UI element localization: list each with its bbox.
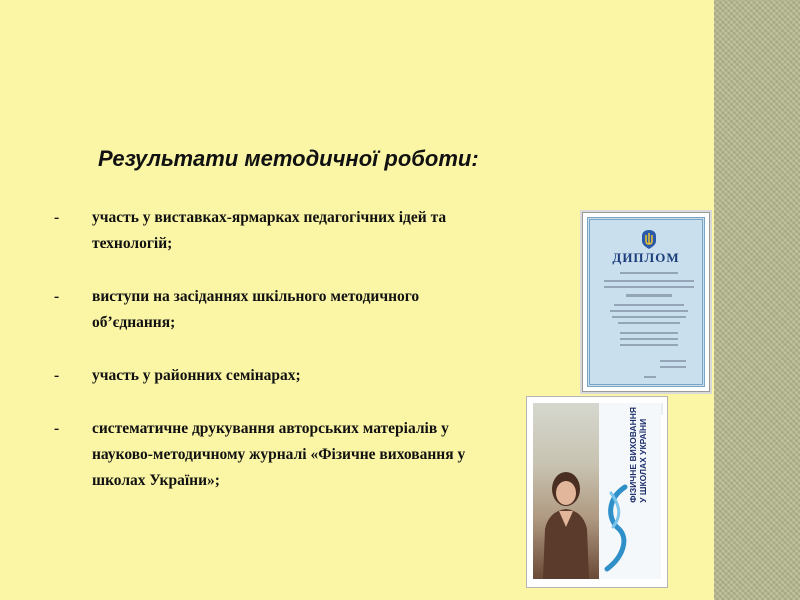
bullet-dash: - (54, 420, 60, 437)
diploma-text-line (610, 310, 688, 312)
journal-title (628, 407, 648, 503)
diploma-text-line (620, 338, 678, 340)
bullet-item (54, 284, 504, 336)
journal-photo (533, 403, 599, 579)
diploma-text-line (618, 322, 680, 324)
bullet-text: участь у виставках-ярмарках педагогічних ідей та технологій; (92, 209, 447, 252)
bullet-item (54, 363, 504, 389)
diploma-text-line (644, 376, 656, 378)
journal-logo-flourish (601, 483, 631, 573)
bullet-list (54, 205, 504, 521)
diploma-heading: ДИПЛОМ (612, 250, 680, 265)
diploma-text-line (604, 280, 694, 282)
journal-title-line: ФІЗИЧНЕ ВИХОВАННЯ (628, 407, 638, 503)
bullet-item (54, 205, 504, 257)
trident-emblem-icon (638, 228, 660, 250)
journal-title-panel (599, 403, 661, 579)
diploma-text-line (620, 272, 678, 274)
bullet-text: участь у районних семінарах; (92, 367, 301, 384)
diploma-text-line (626, 294, 672, 297)
diploma-image (582, 212, 710, 392)
bullet-dash: - (54, 367, 60, 384)
journal-title-line: У ШКОЛАХ УКРАЇНИ (638, 418, 648, 503)
bullet-dash: - (54, 209, 60, 226)
bullet-text: виступи на засіданнях шкільного методичного об’єднання; (92, 288, 420, 331)
bullet-dash: - (54, 288, 60, 305)
journal-cover-image (526, 396, 668, 588)
slide-title: Результати методичної роботи: (98, 146, 479, 171)
diploma-text-line (660, 366, 686, 368)
diploma-text-line (614, 304, 684, 306)
person-photo-icon (541, 469, 591, 579)
diploma-text-line (604, 286, 694, 288)
diploma-frame (587, 217, 705, 387)
side-decor-band (714, 0, 800, 600)
bullet-item (54, 416, 504, 494)
diploma-text-line (660, 360, 686, 362)
diploma-text-line (620, 344, 678, 346)
bullet-text: систематичне друкування авторських матеріалів у науково-методичному журналі «Фізичне виховання у школах України»; (92, 420, 466, 489)
diploma-text-line (612, 316, 686, 318)
diploma-text-line (620, 332, 678, 334)
